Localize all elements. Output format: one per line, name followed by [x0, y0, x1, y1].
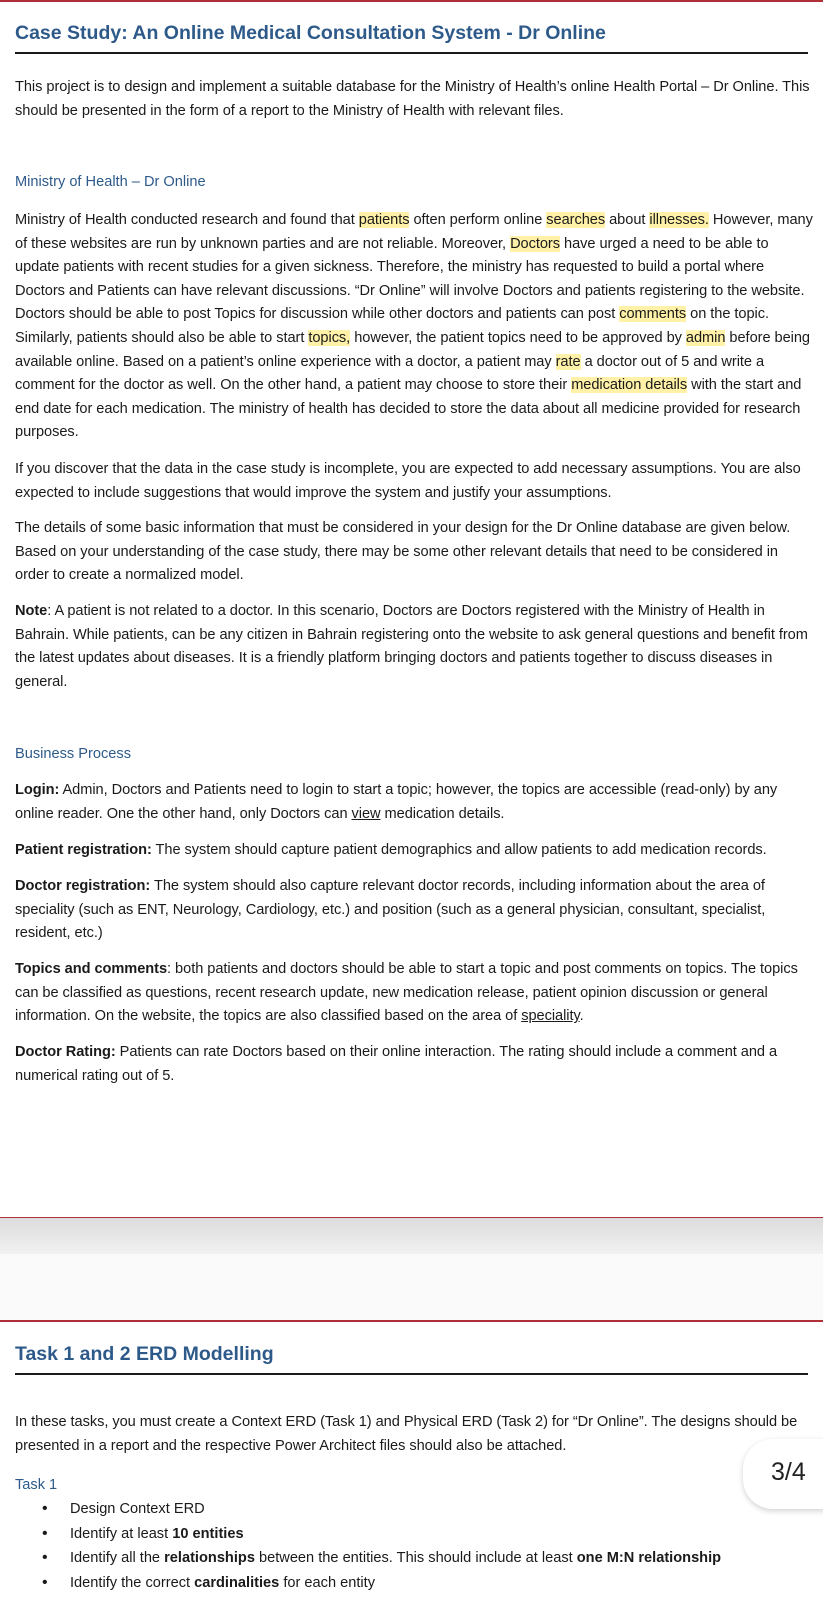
doctor-rating-paragraph: Doctor Rating: Patients can rate Doctors based on their online interaction. The rating should include a comment and a numerical rating out of 5. [15, 1044, 778, 1084]
design-details-paragraph: The details of some basic information that must be considered in your design for the Dr Online database are given below. Based on your understanding of the case study, there may be some other relevant details that need to be considered in order to create a normalized model. [15, 520, 791, 584]
highlight-comments: comments [619, 306, 687, 323]
highlight-rate: rate [555, 353, 581, 370]
task1-heading: Task 1 [15, 1477, 58, 1493]
page-indicator[interactable]: 3/4 [743, 1439, 823, 1509]
highlight-doctors: Doctors [510, 235, 560, 252]
list-item: • Identify at least 10 entities [15, 1522, 721, 1547]
list-item: • Identify all the relationships between the entities. This should include at least one M:N relationship [15, 1546, 721, 1571]
speciality-underlined: speciality [521, 1008, 580, 1025]
intro-paragraph: This project is to design and implement a suitable database for the Ministry of Health’s online Health Portal – Dr Online. This should be presented in the form of a report to the Ministry of Health with relevant files. [15, 79, 810, 119]
note-label: Note [15, 603, 48, 619]
task-intro-paragraph: In these tasks, you must create a Context ERD (Task 1) and Physical ERD (Task 2) for “Dr Online”. The designs should be presented in a report and the respective Power Architect files should also be attached. [15, 1414, 798, 1454]
page-gap [0, 1218, 823, 1320]
note-paragraph: Note: A patient is not related to a doctor. In this scenario, Doctors are Doctors registered with the Ministry of Health in Bahrain. While patients, can be any citizen in Bahrain registering onto the website to ask general questions and benefit from the latest updates about diseases. It is a friendly platform bringing doctors and patients together to discuss diseases in general. [15, 603, 808, 690]
highlight-topics: topics, [308, 329, 351, 346]
list-item: • Design Context ERD [15, 1497, 721, 1522]
view-underlined: view [351, 805, 381, 822]
patient-registration-paragraph: Patient registration: The system should capture patient demographics and allow patients to add medication records. [15, 842, 767, 858]
highlight-patients: patients [358, 212, 410, 228]
highlight-admin: admin [685, 329, 726, 346]
section-heading-ministry: Ministry of Health – Dr Online [15, 174, 206, 190]
case-description-paragraph: Ministry of Health conducted research and found that patients often perform online searches about illnesses. However, many of these websites are run by unknown parties and are not reliable. Moreover, Doctors have urged a need to be able to update patients with recent studies for a given sickness. Therefore, the ministry has requested to build a portal where Doctors and Patients can have relevant discussions. “Dr Online” will involve Doctors and patients registering to the website. Doctors should be able to post Topics for discussion while other doctors and patients can post comments on the topic. Similarly, patients should also be able to start topics, however, the patient topics need to be approved by admin before being available online. Based on a patient’s online experience with a doctor, a patient may rate a doctor out of 5 and write a comment for the doctor as well. On the other hand, a patient may choose to store their medication details with the start and end date for each medication. The ministry of health has decided to store the data about all medicine provided for research purposes. [15, 212, 813, 441]
case-study-title: Case Study: An Online Medical Consultation System - Dr Online [15, 22, 808, 54]
section-heading-business-process: Business Process [15, 746, 131, 762]
assumptions-paragraph: If you discover that the data in the case study is incomplete, you are expected to add necessary assumptions. You are also expected to include suggestions that would improve the system and justify your assumptions. [15, 461, 801, 501]
login-paragraph: Login: Admin, Doctors and Patients need to login to start a topic; however, the topics are accessible (read-only) by any online reader. One the other hand, only Doctors can view medication details. [15, 782, 778, 822]
list-item: • Identify the correct cardinalities for each entity [15, 1571, 721, 1596]
topics-comments-paragraph: Topics and comments: both patients and doctors should be able to start a topic and post comments on topics. The topics can be classified as questions, recent research update, new medication release, patient opinion discussion or general information. On the website, the topics are also classified based on the area of speciality. [15, 961, 798, 1025]
doctor-registration-paragraph: Doctor registration: The system should also capture relevant doctor records, including information about the area of speciality (such as ENT, Neurology, Cardiology, etc.) and position (such as a general physician, consultant, specialist, resident, etc.) [15, 878, 766, 942]
task1-bullet-list [15, 1497, 721, 1595]
highlight-medication-details: medication details [571, 377, 688, 394]
task-title: Task 1 and 2 ERD Modelling [15, 1343, 808, 1375]
highlight-searches: searches [546, 212, 606, 228]
highlight-illnesses: illnesses. [649, 212, 709, 228]
